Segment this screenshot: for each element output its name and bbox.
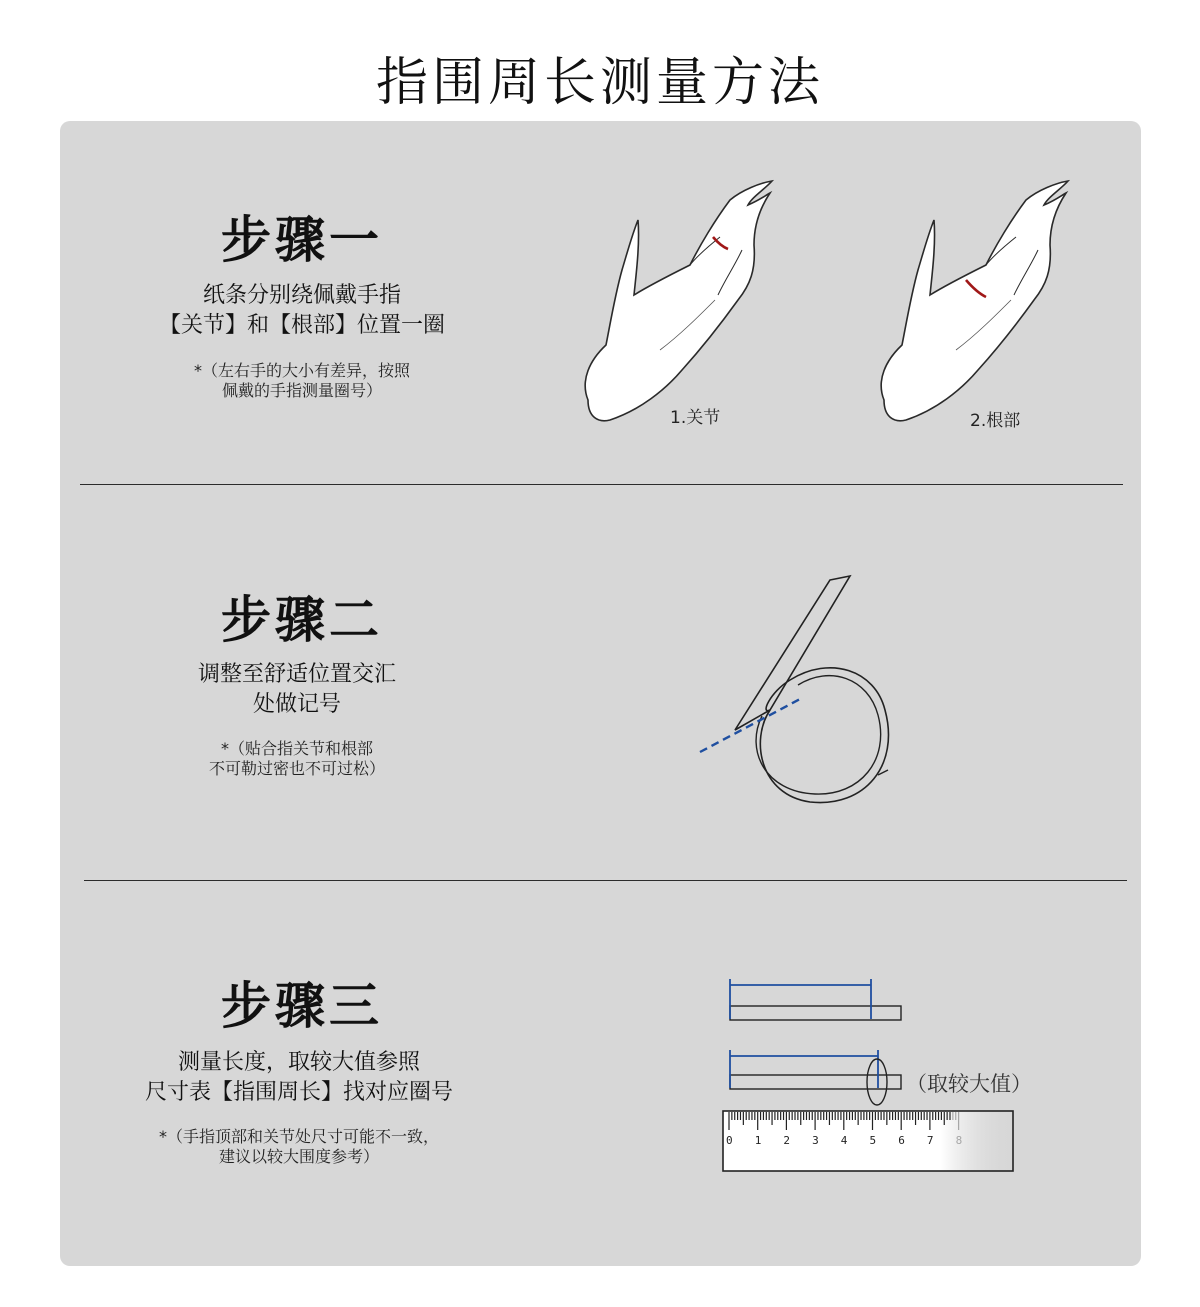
ruler-number: 6 bbox=[898, 1134, 905, 1147]
ruler-number: 5 bbox=[869, 1134, 877, 1147]
paper-strip-loop-illustration bbox=[690, 570, 910, 810]
caption-root: 2.根部 bbox=[970, 411, 1021, 431]
step1-note-line-1: *（左右手的大小有差异，按照 bbox=[193, 361, 410, 380]
step3-line-1: 测量长度，取较大值参照 bbox=[177, 1050, 420, 1075]
step1-line-1: 纸条分别绕佩戴手指 bbox=[202, 283, 401, 308]
step1-note-line-2: 佩戴的手指测量圈号） bbox=[221, 381, 382, 400]
ruler-number: 8 bbox=[955, 1134, 963, 1147]
ruler-number: 1 bbox=[754, 1134, 762, 1147]
step2-line-2: 处做记号 bbox=[252, 692, 341, 717]
step2-note bbox=[117, 739, 477, 779]
step2-note-line-2: 不可勒过密也不可过松） bbox=[208, 759, 385, 778]
ruler-number: 2 bbox=[783, 1134, 791, 1147]
step3-note-line-2: 建议以较大围度参考） bbox=[218, 1147, 379, 1166]
hand-root-illustration bbox=[866, 175, 1086, 435]
step1-heading: 步骤一 bbox=[221, 211, 383, 269]
step1-instructions bbox=[122, 281, 482, 341]
step3-note bbox=[99, 1127, 499, 1167]
caption-knuckle: 1.关节 bbox=[670, 408, 721, 428]
step3-instructions bbox=[99, 1048, 499, 1108]
ruler-number: 4 bbox=[840, 1134, 848, 1147]
step3-line-2: 尺寸表【指围周长】找对应圈号 bbox=[144, 1080, 453, 1105]
ruler-number: 7 bbox=[926, 1134, 934, 1147]
step3-heading: 步骤三 bbox=[221, 977, 383, 1035]
page-title: 指围周长测量方法 bbox=[375, 53, 824, 113]
ruler-number: 0 bbox=[726, 1134, 733, 1147]
step2-instructions bbox=[117, 660, 477, 720]
step2-note-line-1: *（贴合指关节和根部 bbox=[220, 739, 373, 758]
larger-value-annotation: （取较大值） bbox=[906, 1072, 1032, 1096]
step2-heading: 步骤二 bbox=[221, 591, 383, 649]
ruler-number: 3 bbox=[812, 1134, 819, 1147]
divider-1 bbox=[80, 484, 1123, 485]
step1-line-2: 【关节】和【根部】位置一圈 bbox=[158, 313, 445, 338]
step3-note-line-1: *（手指顶部和关节处尺寸可能不一致， bbox=[158, 1127, 439, 1146]
hand-knuckle-illustration bbox=[570, 175, 790, 435]
step1-note bbox=[122, 361, 482, 401]
divider-2 bbox=[84, 880, 1127, 881]
step2-line-1: 调整至舒适位置交汇 bbox=[197, 662, 396, 687]
